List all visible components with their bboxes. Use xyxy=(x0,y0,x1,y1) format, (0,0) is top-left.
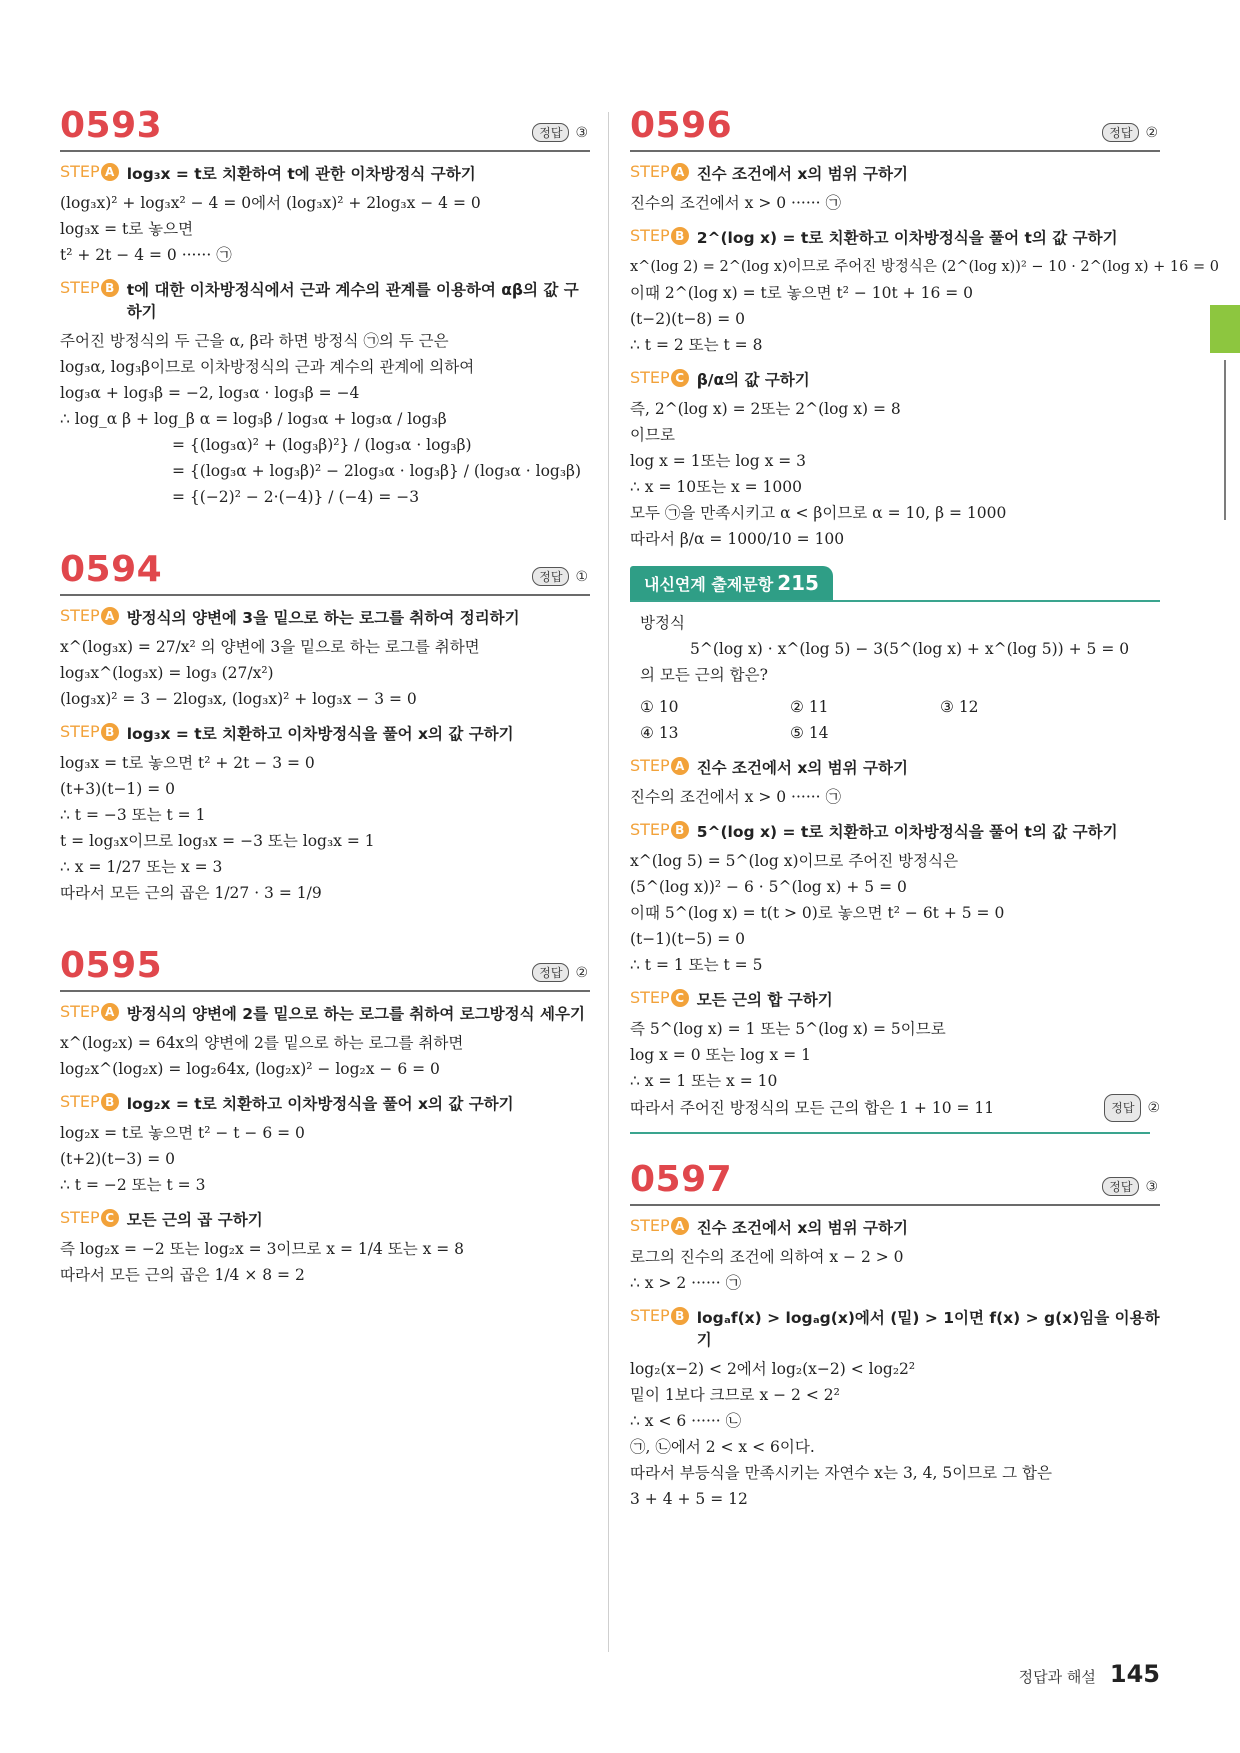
solution-line: ∴ t = −3 또는 t = 1 xyxy=(60,806,206,824)
step-a-heading xyxy=(60,606,590,628)
solution-line: 진수의 조건에서 x > 0 ······ ㉠ xyxy=(630,788,842,806)
step-title: β/α의 값 구하기 xyxy=(696,371,810,389)
problem-0596 xyxy=(630,100,1219,552)
solution-line: 따라서 β/α = 1000/10 = 100 xyxy=(630,530,845,548)
answer-value: ② xyxy=(1147,1100,1160,1116)
choice-5: ⑤ 14 xyxy=(790,724,829,742)
step-letter-icon: C xyxy=(671,989,689,1007)
step-letter-icon: C xyxy=(671,369,689,387)
step-tag xyxy=(60,1002,119,1021)
problem-header xyxy=(60,100,590,152)
solution-line: ∴ t = 1 또는 t = 5 xyxy=(630,956,763,974)
step-tag xyxy=(630,988,689,1007)
choice-1: ① 10 xyxy=(640,698,679,716)
footer-title: 정답과 해설 xyxy=(1018,1668,1096,1686)
answer-label: 정답 xyxy=(1102,1177,1139,1196)
answer-badge xyxy=(532,123,588,142)
problem-header xyxy=(630,100,1160,152)
problem-number: 0593 xyxy=(60,105,163,146)
final-answer-text: 따라서 주어진 방정식의 모든 근의 합은 1 + 10 = 11 xyxy=(630,1099,995,1117)
solution-line: 즉, 2^(log x) = 2또는 2^(log x) = 8 xyxy=(630,400,901,418)
solution-line: (log₃x)² = 3 − 2log₃x, (log₃x)² + log₃x − 3 = 0 xyxy=(60,690,417,708)
step-b-heading xyxy=(630,1306,1160,1350)
step-b-heading xyxy=(60,722,590,744)
problem-0597 xyxy=(630,1154,1160,1512)
answer-value: ③ xyxy=(1145,1178,1158,1195)
solution-line: (t−2)(t−8) = 0 xyxy=(630,310,746,328)
step-tag-text: STEP xyxy=(630,368,670,387)
side-chapter-tab xyxy=(1210,305,1240,353)
question-line: 의 모든 근의 합은? xyxy=(640,666,768,684)
answer-badge xyxy=(1102,123,1158,142)
solution-line: ∴ t = −2 또는 t = 3 xyxy=(60,1176,206,1194)
step-letter-icon: C xyxy=(101,1209,119,1227)
step-tag-text: STEP xyxy=(60,162,100,181)
step-tag-text: STEP xyxy=(630,756,670,775)
solution-line: = {(−2)² − 2·(−4)} / (−4) = −3 xyxy=(172,488,420,506)
solution-line: 모두 ㉠을 만족시키고 α < β이므로 α = 10, β = 1000 xyxy=(630,504,1007,522)
step-tag-text: STEP xyxy=(630,988,670,1007)
step-letter-icon: A xyxy=(101,607,119,625)
linked-problem-label: 내신연계 출제문항 xyxy=(644,575,774,594)
solution-line: 따라서 모든 근의 곱은 1/27 · 3 = 1/9 xyxy=(60,884,322,902)
left-column xyxy=(60,100,590,1322)
step-title: log₂x = t로 치환하고 이차방정식을 풀어 x의 값 구하기 xyxy=(126,1095,514,1113)
step-c-heading xyxy=(630,988,1160,1010)
step-title: log₃x = t로 치환하여 t에 관한 이차방정식 구하기 xyxy=(126,165,476,183)
answer-choices xyxy=(630,694,1160,746)
step-tag-text: STEP xyxy=(60,1092,100,1111)
step-title: 5^(log x) = t로 치환하고 이차방정식을 풀어 t의 값 구하기 xyxy=(696,823,1118,841)
step-tag-text: STEP xyxy=(60,1208,100,1227)
step-tag xyxy=(630,226,689,245)
step-b-heading xyxy=(60,1092,590,1114)
step-letter-icon: A xyxy=(101,1003,119,1021)
step-tag xyxy=(630,1216,689,1235)
solution-line: x^(log₂x) = 64x의 양변에 2를 밑으로 하는 로그를 취하면 xyxy=(60,1034,464,1052)
step-letter-icon: A xyxy=(671,163,689,181)
step-tag-text: STEP xyxy=(630,1306,670,1325)
problem-number: 0597 xyxy=(630,1159,733,1200)
step-tag xyxy=(630,368,689,387)
step-b-heading xyxy=(630,820,1160,842)
step-letter-icon: B xyxy=(671,1307,689,1325)
step-a-heading xyxy=(630,1216,1160,1238)
solution-line: ㉠, ㉡에서 2 < x < 6이다. xyxy=(630,1438,815,1456)
step-tag xyxy=(60,606,119,625)
answer-label: 정답 xyxy=(1104,1094,1141,1122)
step-letter-icon: A xyxy=(671,1217,689,1235)
step-letter-icon: A xyxy=(101,163,119,181)
problem-number: 0595 xyxy=(60,945,163,986)
solution-line: 따라서 부등식을 만족시키는 자연수 x는 3, 4, 5이므로 그 합은 xyxy=(630,1464,1052,1482)
solution-line: 따라서 모든 근의 곱은 1/4 × 8 = 2 xyxy=(60,1266,305,1284)
step-title: log₃x = t로 치환하고 이차방정식을 풀어 x의 값 구하기 xyxy=(126,725,514,743)
step-tag-text: STEP xyxy=(60,1002,100,1021)
problem-header xyxy=(630,1154,1160,1206)
solution-line: log₃x = t로 놓으면 t² + 2t − 3 = 0 xyxy=(60,754,315,772)
step-title: 진수 조건에서 x의 범위 구하기 xyxy=(696,759,908,777)
solution-line: 이므로 xyxy=(630,426,675,444)
step-a-heading xyxy=(60,1002,590,1024)
solution-line: 진수의 조건에서 x > 0 ······ ㉠ xyxy=(630,194,842,212)
step-a-heading xyxy=(630,756,1160,778)
step-tag xyxy=(60,1208,119,1227)
solution-line: log x = 0 또는 log x = 1 xyxy=(630,1046,811,1064)
step-tag xyxy=(630,162,689,181)
answer-value: ③ xyxy=(575,124,588,141)
step-letter-icon: B xyxy=(101,279,119,297)
answer-value: ② xyxy=(575,964,588,981)
linked-problem-header xyxy=(630,566,1160,602)
solution-line: log₃α + log₃β = −2, log₃α · log₃β = −4 xyxy=(60,384,360,402)
step-letter-icon: A xyxy=(671,757,689,775)
step-title: 진수 조건에서 x의 범위 구하기 xyxy=(696,165,908,183)
page-footer xyxy=(1019,1660,1160,1688)
step-tag-text: STEP xyxy=(60,278,100,297)
step-tag xyxy=(630,756,689,775)
step-a-heading xyxy=(630,162,1160,184)
solution-line: = {(log₃α + log₃β)² − 2log₃α · log₃β} / (log₃α · log₃β) xyxy=(172,462,582,480)
solution-line: log₃x^(log₃x) = log₃ (27/x²) xyxy=(60,664,274,682)
solution-line: log x = 1또는 log x = 3 xyxy=(630,452,807,470)
solution-line: log₂(x−2) < 2에서 log₂(x−2) < log₂2² xyxy=(630,1360,916,1378)
problem-header xyxy=(60,544,590,596)
solution-line: (log₃x)² + log₃x² − 4 = 0에서 (log₃x)² + 2log₃x − 4 = 0 xyxy=(60,194,481,212)
problem-number: 0596 xyxy=(630,105,733,146)
solution-line: log₃x = t로 놓으면 xyxy=(60,220,194,238)
answer-badge xyxy=(532,567,588,586)
answer-label: 정답 xyxy=(532,123,569,142)
step-title: 진수 조건에서 x의 범위 구하기 xyxy=(696,1219,908,1237)
solution-line: (t+3)(t−1) = 0 xyxy=(60,780,176,798)
step-b-heading xyxy=(60,278,590,322)
step-letter-icon: B xyxy=(671,227,689,245)
solution-line: ∴ x = 1/27 또는 x = 3 xyxy=(60,858,223,876)
final-answer-line xyxy=(630,1094,1160,1122)
solution-line: ∴ x = 10또는 x = 1000 xyxy=(630,478,802,496)
solution-line: t = log₃x이므로 log₃x = −3 또는 log₃x = 1 xyxy=(60,832,375,850)
step-title: 모든 근의 곱 구하기 xyxy=(126,1211,263,1229)
solution-line: (5^(log x))² − 6 · 5^(log x) + 5 = 0 xyxy=(630,878,907,896)
step-title: 방정식의 양변에 3을 밑으로 하는 로그를 취하여 정리하기 xyxy=(126,609,520,627)
solution-line: 로그의 진수의 조건에 의하여 x − 2 > 0 xyxy=(630,1248,904,1266)
side-chapter-marks xyxy=(1224,360,1236,520)
solution-line: x^(log 5) = 5^(log x)이므로 주어진 방정식은 xyxy=(630,852,959,870)
answer-label: 정답 xyxy=(532,567,569,586)
step-title: 방정식의 양변에 2를 밑으로 하는 로그를 취하여 로그방정식 세우기 xyxy=(126,1005,585,1023)
choice-3: ③ 12 xyxy=(940,698,979,716)
step-tag-text: STEP xyxy=(630,1216,670,1235)
linked-problem-215 xyxy=(630,566,1160,1134)
step-tag-text: STEP xyxy=(60,722,100,741)
step-tag-text: STEP xyxy=(630,226,670,245)
solution-line: 즉 5^(log x) = 1 또는 5^(log x) = 5이므로 xyxy=(630,1020,946,1038)
step-c-heading xyxy=(60,1208,590,1230)
step-letter-icon: B xyxy=(101,1093,119,1111)
solution-line: x^(log₃x) = 27/x² 의 양변에 3을 밑으로 하는 로그를 취하면 xyxy=(60,638,480,656)
step-tag xyxy=(60,162,119,181)
step-c-heading xyxy=(630,368,1160,390)
step-tag xyxy=(60,278,119,297)
solution-line: ∴ x < 6 ······ ㉡ xyxy=(630,1412,742,1430)
solution-line: ∴ t = 2 또는 t = 8 xyxy=(630,336,763,354)
answer-value: ② xyxy=(1145,124,1158,141)
step-tag xyxy=(60,1092,119,1111)
solution-line: ∴ x > 2 ······ ㉠ xyxy=(630,1274,742,1292)
solution-line: = {(log₃α)² + (log₃β)²} / (log₃α · log₃β) xyxy=(172,436,472,454)
step-letter-icon: B xyxy=(101,723,119,741)
solution-line: ∴ log_α β + log_β α = log₃β / log₃α + log₃α / log₃β xyxy=(60,410,447,428)
column-divider xyxy=(608,112,609,1652)
solution-line: 밑이 1보다 크므로 x − 2 < 2² xyxy=(630,1386,840,1404)
answer-value: ① xyxy=(575,568,588,585)
step-tag-text: STEP xyxy=(60,606,100,625)
step-tag-text: STEP xyxy=(630,162,670,181)
solution-line: ∴ x = 1 또는 x = 10 xyxy=(630,1072,778,1090)
problem-0595 xyxy=(60,940,590,1288)
answer-label: 정답 xyxy=(532,963,569,982)
step-a-heading xyxy=(60,162,590,184)
question-line: 방정식 xyxy=(640,614,685,632)
step-tag xyxy=(630,1306,689,1325)
solution-line: t² + 2t − 4 = 0 ······ ㉠ xyxy=(60,246,232,264)
step-title: logₐf(x) > logₐg(x)에서 (밑) > 1이면 f(x) > g(x)임을 이용하기 xyxy=(696,1309,1160,1349)
solution-line: log₂x^(log₂x) = log₂64x, (log₂x)² − log₂x − 6 = 0 xyxy=(60,1060,440,1078)
choice-4: ④ 13 xyxy=(640,724,679,742)
solution-line: 이때 2^(log x) = t로 놓으면 t² − 10t + 16 = 0 xyxy=(630,284,974,302)
solution-line: 즉 log₂x = −2 또는 log₂x = 3이므로 x = 1/4 또는 x = 8 xyxy=(60,1240,465,1258)
linked-problem-number: 215 xyxy=(777,571,819,595)
answer-label: 정답 xyxy=(1102,123,1139,142)
question-equation: 5^(log x) · x^(log 5) − 3(5^(log x) + x^(log 5)) + 5 = 0 xyxy=(690,640,1130,658)
solution-line: log₂x = t로 놓으면 t² − t − 6 = 0 xyxy=(60,1124,305,1142)
solution-line: 이때 5^(log x) = t(t > 0)로 놓으면 t² − 6t + 5 = 0 xyxy=(630,904,1005,922)
answer-badge xyxy=(1104,1094,1160,1122)
page-number: 145 xyxy=(1109,1660,1160,1688)
right-column xyxy=(630,100,1219,1546)
step-title: 2^(log x) = t로 치환하고 이차방정식을 풀어 t의 값 구하기 xyxy=(696,229,1118,247)
step-tag xyxy=(630,820,689,839)
solution-line: (t+2)(t−3) = 0 xyxy=(60,1150,176,1168)
problem-0593 xyxy=(60,100,590,510)
step-title: 모든 근의 합 구하기 xyxy=(696,991,833,1009)
step-tag xyxy=(60,722,119,741)
problem-number: 0594 xyxy=(60,549,163,590)
problem-header xyxy=(60,940,590,992)
answer-badge xyxy=(532,963,588,982)
step-tag-text: STEP xyxy=(630,820,670,839)
step-title: t에 대한 이차방정식에서 근과 계수의 관계를 이용하여 αβ의 값 구하기 xyxy=(126,281,579,321)
answer-badge xyxy=(1102,1177,1158,1196)
linked-problem-badge xyxy=(630,566,833,600)
solution-line: x^(log 2) = 2^(log x)이므로 주어진 방정식은 (2^(log x))² − 10 · 2^(log x) + 16 = 0 xyxy=(630,259,1219,275)
step-b-heading xyxy=(630,226,1160,248)
solution-line: (t−1)(t−5) = 0 xyxy=(630,930,746,948)
choice-2: ② 11 xyxy=(790,698,829,716)
solution-line: log₃α, log₃β이므로 이차방정식의 근과 계수의 관계에 의하여 xyxy=(60,358,475,376)
step-letter-icon: B xyxy=(671,821,689,839)
solution-line: 3 + 4 + 5 = 12 xyxy=(630,1490,748,1508)
problem-0594 xyxy=(60,544,590,906)
linked-problem-bottom-rule xyxy=(630,1132,1150,1134)
solution-line: 주어진 방정식의 두 근을 α, β라 하면 방정식 ㉠의 두 근은 xyxy=(60,332,449,350)
